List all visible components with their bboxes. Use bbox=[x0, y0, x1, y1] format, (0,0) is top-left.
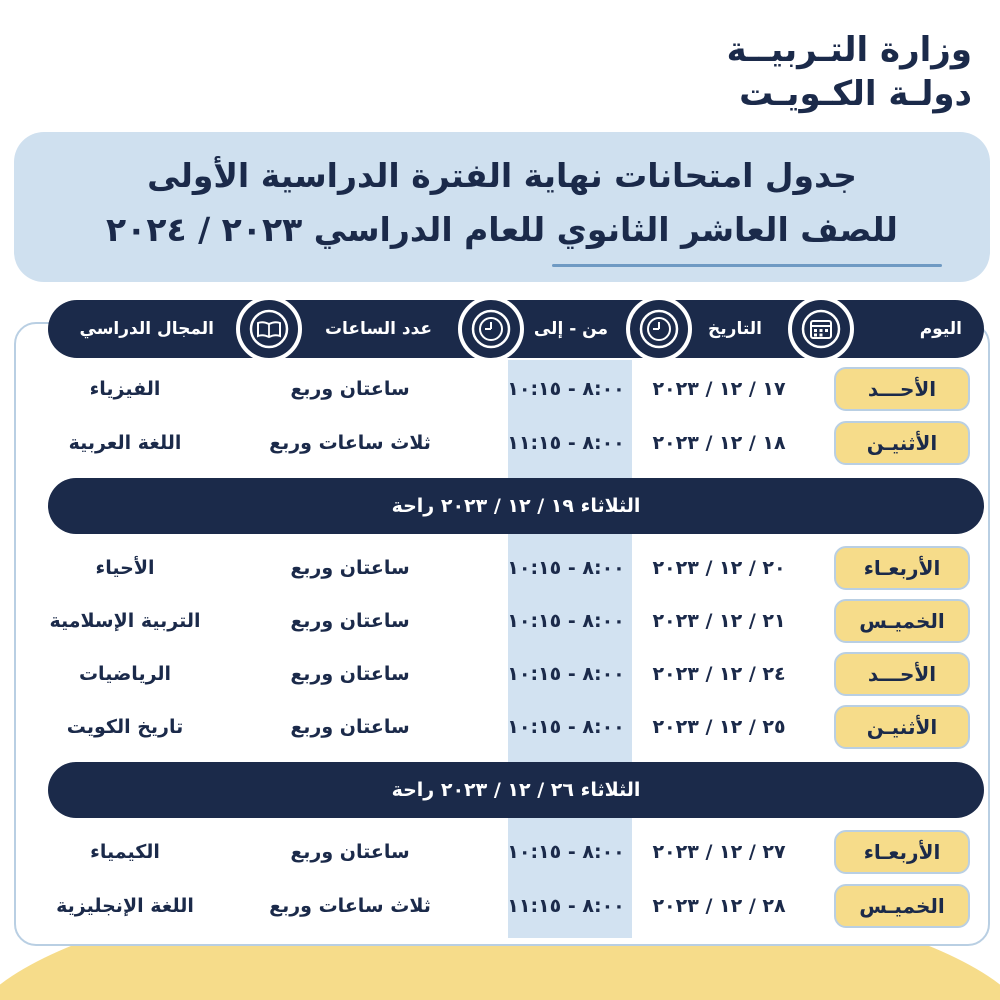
time-cell: ٨:٠٠ - ١٠:١٥ bbox=[507, 378, 625, 400]
day-pill: الخميـس bbox=[834, 599, 970, 643]
day-pill: الأربعـاء bbox=[834, 830, 970, 874]
hours-cell: ساعتان وربع bbox=[290, 610, 410, 632]
ministry-name: وزارة التـربيــة bbox=[726, 30, 972, 70]
header-time: من - إلى bbox=[533, 319, 608, 339]
subject-cell: اللغة العربية bbox=[68, 432, 182, 454]
time-cell: ٨:٠٠ - ١٠:١٥ bbox=[507, 610, 625, 632]
table-row bbox=[14, 541, 990, 595]
day-pill: الأحـــد bbox=[834, 652, 970, 696]
date-cell: ٢٨ / ١٢ / ٢٠٢٣ bbox=[652, 895, 786, 917]
title-line-1: جدول امتحانات نهاية الفترة الدراسية الأولى bbox=[147, 156, 857, 195]
header-date: التاريخ bbox=[708, 319, 762, 339]
hours-cell: ساعتان وربع bbox=[290, 663, 410, 685]
calendar-icon bbox=[788, 296, 854, 362]
day-pill: الأربعـاء bbox=[834, 546, 970, 590]
day-pill: الأثنيـن bbox=[834, 421, 970, 465]
country-name: دولـة الكـويـت bbox=[739, 74, 972, 114]
subject-cell: التربية الإسلامية bbox=[49, 610, 201, 632]
time-cell: ٨:٠٠ - ١٠:١٥ bbox=[507, 716, 625, 738]
clock-icon bbox=[626, 296, 692, 362]
date-cell: ١٧ / ١٢ / ٢٠٢٣ bbox=[652, 378, 786, 400]
table-row bbox=[14, 700, 990, 754]
title-underline bbox=[552, 264, 942, 267]
time-cell: ٨:٠٠ - ١١:١٥ bbox=[507, 895, 625, 917]
table-row bbox=[14, 825, 990, 879]
table-row bbox=[14, 362, 990, 416]
date-cell: ١٨ / ١٢ / ٢٠٢٣ bbox=[652, 432, 786, 454]
time-cell: ٨:٠٠ - ١١:١٥ bbox=[507, 432, 625, 454]
subject-cell: اللغة الإنجليزية bbox=[56, 895, 194, 917]
time-cell: ٨:٠٠ - ١٠:١٥ bbox=[507, 557, 625, 579]
hours-cell: ساعتان وربع bbox=[290, 716, 410, 738]
header-subject: المجال الدراسي bbox=[79, 319, 214, 339]
day-pill: الأحـــد bbox=[834, 367, 970, 411]
table-row bbox=[14, 416, 990, 470]
subject-cell: الكيمياء bbox=[90, 841, 160, 863]
date-cell: ٢٧ / ١٢ / ٢٠٢٣ bbox=[652, 841, 786, 863]
day-pill: الخميـس bbox=[834, 884, 970, 928]
hours-cell: ساعتان وربع bbox=[290, 557, 410, 579]
date-cell: ٢٥ / ١٢ / ٢٠٢٣ bbox=[652, 716, 786, 738]
hours-cell: ساعتان وربع bbox=[290, 378, 410, 400]
title-banner bbox=[14, 132, 990, 282]
subject-cell: الأحياء bbox=[95, 557, 155, 579]
time-cell: ٨:٠٠ - ١٠:١٥ bbox=[507, 663, 625, 685]
subject-cell: الفيزياء bbox=[89, 378, 161, 400]
hours-cell: ساعتان وربع bbox=[290, 841, 410, 863]
date-cell: ٢١ / ١٢ / ٢٠٢٣ bbox=[652, 610, 786, 632]
rest-day-bar: الثلاثاء ٢٦ / ١٢ / ٢٠٢٣ راحة bbox=[48, 762, 984, 818]
hourglass-clock-icon bbox=[458, 296, 524, 362]
ministry-header bbox=[727, 28, 972, 116]
date-cell: ٢٤ / ١٢ / ٢٠٢٣ bbox=[652, 663, 786, 685]
title-line-2: للصف العاشر الثانوي للعام الدراسي ٢٠٢٣ / ٢٠٢٤ bbox=[106, 210, 898, 249]
subject-cell: تاريخ الكويت bbox=[66, 716, 184, 738]
subject-cell: الرياضيات bbox=[78, 663, 172, 685]
hours-cell: ثلاث ساعات وربع bbox=[269, 895, 431, 917]
table-row bbox=[14, 647, 990, 701]
book-icon bbox=[236, 296, 302, 362]
table-row bbox=[14, 879, 990, 933]
date-cell: ٢٠ / ١٢ / ٢٠٢٣ bbox=[652, 557, 786, 579]
table-row bbox=[14, 594, 990, 648]
hours-cell: ثلاث ساعات وربع bbox=[269, 432, 431, 454]
day-pill: الأثنيـن bbox=[834, 705, 970, 749]
rest-day-bar: الثلاثاء ١٩ / ١٢ / ٢٠٢٣ راحة bbox=[48, 478, 984, 534]
header-day: اليوم bbox=[919, 319, 962, 339]
table-header bbox=[48, 300, 984, 358]
header-hours: عدد الساعات bbox=[324, 319, 432, 339]
time-cell: ٨:٠٠ - ١٠:١٥ bbox=[507, 841, 625, 863]
